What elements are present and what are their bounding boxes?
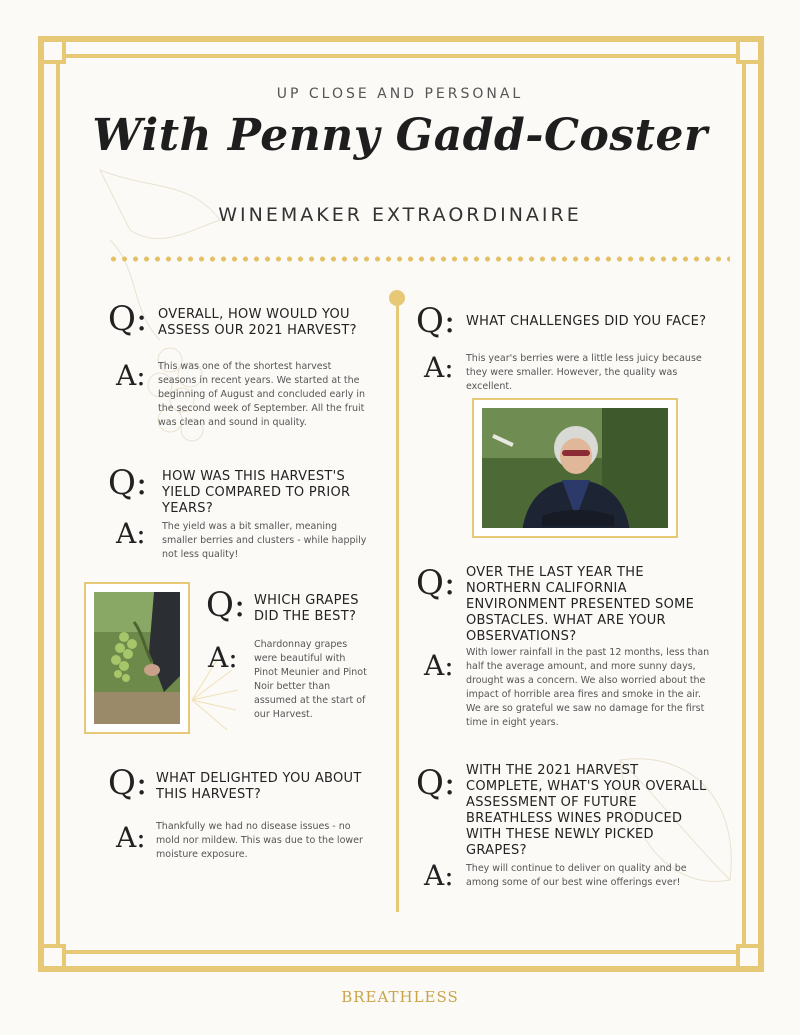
q-mark: Q:	[108, 299, 148, 339]
a-mark: A:	[208, 641, 238, 674]
a-mark: A:	[116, 359, 146, 392]
page-subtitle: WINEMAKER EXTRAORDINAIRE	[218, 204, 582, 226]
a-mark: A:	[424, 649, 454, 682]
question-1: OVERALL, HOW WOULD YOU ASSESS OUR 2021 HARVEST?	[158, 307, 357, 338]
grapes-photo	[94, 592, 180, 724]
q-mark: Q:	[206, 585, 246, 625]
answer-5: This year's berries were a little less juicy because they were smaller. However, the quality was excellent.	[466, 353, 702, 392]
a-mark: A:	[424, 859, 454, 892]
corner-ornament-tl	[40, 38, 66, 64]
answer-1: This was one of the shortest harvest seasons in recent years. We started at the beginning of August and concluded early in the second week of September. All the fruit was clean and sound in quality.	[158, 361, 366, 428]
answer-4: Thankfully we had no disease issues - no mold nor mildew. This was due to the lower moisture exposure.	[156, 821, 363, 860]
q-mark: Q:	[416, 563, 456, 603]
q-mark: Q:	[416, 301, 456, 341]
a-mark: A:	[424, 351, 454, 384]
penny-portrait-photo	[482, 408, 668, 528]
answer-6: With lower rainfall in the past 12 months, less than half the average amount, and more sunny days, drought was a concern. We also worried about the impact of horrible area fires and smoke in the air. We are so grateful we saw no damage for the first time in eight years.	[466, 647, 710, 728]
dotted-divider	[108, 256, 730, 262]
corner-ornament-bl	[40, 944, 66, 970]
q-mark: Q:	[416, 763, 456, 803]
answer-2: The yield was a bit smaller, meaning smaller berries and clusters - while happily not less quality!	[162, 521, 367, 560]
question-6: OVER THE LAST YEAR THE NORTHERN CALIFORNIA ENVIRONMENT PRESENTED SOME OBSTACLES. WHAT ARE YOUR OBSERVATIONS?	[466, 565, 695, 644]
answer-7: They will continue to deliver on quality and be among some of our best wine offerings ever!	[466, 863, 687, 888]
question-4: WHAT DELIGHTED YOU ABOUT THIS HARVEST?	[156, 771, 362, 802]
answer-3: Chardonnay grapes were beautiful with Pinot Meunier and Pinot Noir better than assumed at the start of our Harvest.	[254, 639, 367, 720]
q-mark: Q:	[108, 763, 148, 803]
a-mark: A:	[116, 821, 146, 854]
question-2: HOW WAS THIS HARVEST'S YIELD COMPARED TO PRIOR YEARS?	[162, 469, 351, 516]
question-5: WHAT CHALLENGES DID YOU FACE?	[466, 314, 707, 329]
page-title: With Penny Gadd-Coster	[92, 110, 708, 161]
column-divider	[396, 300, 399, 912]
corner-ornament-tr	[736, 38, 762, 64]
eyebrow-text: UP CLOSE AND PERSONAL	[276, 86, 524, 102]
q-mark: Q:	[108, 463, 148, 503]
question-3: WHICH GRAPES DID THE BEST?	[254, 593, 359, 624]
corner-ornament-br	[736, 944, 762, 970]
breathless-logo: BREATHLESS	[341, 988, 459, 1006]
question-7: WITH THE 2021 HARVEST COMPLETE, WHAT'S YOUR OVERALL ASSESSMENT OF FUTURE BREATHLESS WINES PRODUCED WITH THESE NEWLY PICKED GRAPES?	[466, 763, 707, 858]
a-mark: A:	[116, 517, 146, 550]
portrait-photo-frame	[472, 398, 678, 538]
